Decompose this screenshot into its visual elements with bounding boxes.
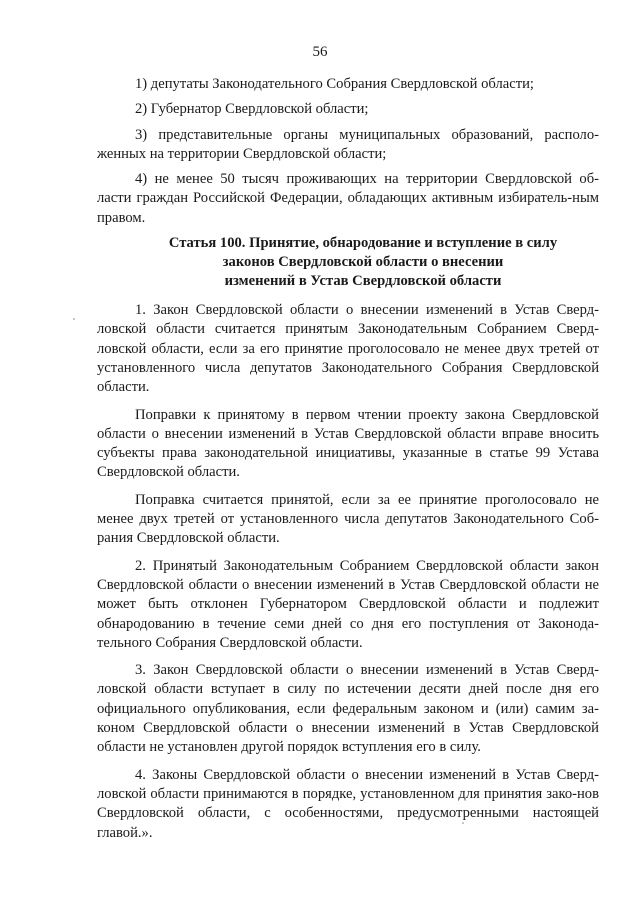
paragraph-2: 2. Принятый Законодательным Собранием Свердловской области закон Свердловской области о внесении изменений в Устав Свердловской области не может быть отклонен Губернатором Свердловской области и подлежит обнародованию в течение семи дней со дня его поступления от Законода-тельного Собрания Свердловской области. (97, 557, 599, 651)
article-title-line-1: Статья 100. Принятие, обнародование и вступление в силу (168, 235, 558, 252)
paragraph-amendment-adoption: Поправка считается принятой, если за ее принятие проголосовало не менее двух третей от установленного числа депутатов Законодательного Соб-рания Свердловской области. (97, 491, 599, 547)
page-number: 56 (312, 44, 328, 60)
paragraph-1: 1. Закон Свердловской области о внесении изменений в Устав Сверд-ловской области считается принятым Законодательным Собранием Сверд-ловской области, если за его принятие проголосовало не менее двух третей от установленного числа депутатов Законодательного Собрания Свердловской области. (97, 302, 599, 396)
scan-speck (462, 822, 464, 824)
paragraph-4: 4. Законы Свердловской области о внесении изменений в Устав Сверд-ловской области принимаются в порядке, установленном для принятия зако-нов Свердловской области, с особенностями, предусмотренными настоящей главой.». (97, 766, 599, 841)
list-item-2: 2) Губернатор Свердловской области; (135, 101, 369, 118)
article-title-line-2: законов Свердловской области о внесении (222, 254, 504, 271)
document-body (97, 75, 599, 851)
article-title-line-3: изменений в Устав Свердловской области (224, 273, 502, 290)
paragraph-amendments: Поправки к принятому в первом чтении проекту закона Свердловской области о внесении изменений в Устав Свердловской области вправе вносить субъекты права законодательной инициативы, указанные в статье 99 Устава Свердловской области. (97, 406, 599, 481)
scan-speck (73, 318, 75, 320)
list-item-1: 1) депутаты Законодательного Собрания Свердловской области; (135, 76, 534, 92)
article-heading (97, 234, 599, 291)
list-item-4: 4) не менее 50 тысяч проживающих на территории Свердловской об-ласти граждан Российской Федерации, обладающих активным избиратель-ным правом. (97, 171, 599, 226)
paragraph-3: 3. Закон Свердловской области о внесении изменений в Устав Сверд-ловской области вступает в силу по истечении десяти дней после дня его официального опубликования, если федеральным законом и (или) самим за-коном Свердловской области о внесении изменений в Устав Свердловской области не установлен другой порядок вступления его в силу. (97, 662, 599, 756)
list-item-3: 3) представительные органы муниципальных образований, располо-женных на территории Свердловской области; (97, 126, 599, 162)
